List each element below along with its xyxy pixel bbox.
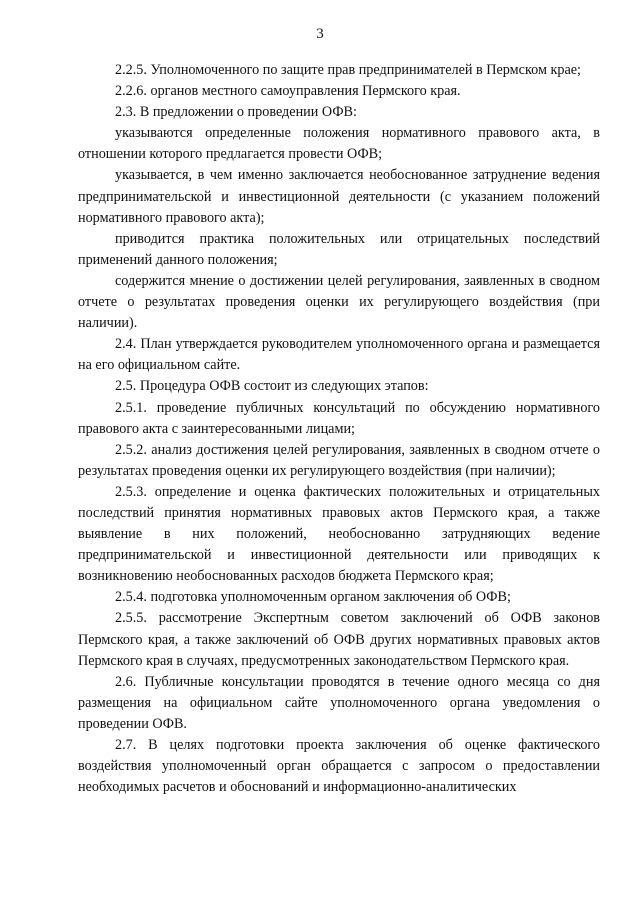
- paragraph-2-5-4: 2.5.4. подготовка уполномоченным органом заключения об ОФВ;: [115, 589, 511, 606]
- paragraph-2-5: 2.5. Процедура ОФВ состоит из следующих этапов:: [115, 378, 429, 395]
- paragraph-2-5-2: 2.5.2. анализ достижения целей регулирования, заявленных в сводном отчете о результатах проведения оценки их регулирующего воздействия (при наличии);: [78, 441, 600, 479]
- paragraph-2-7: 2.7. В целях подготовки проекта заключения об оценке фактического воздействия уполномоченный орган обращается с запросом о предоставлении необходимых расчетов и обоснований и информационно-аналитических: [78, 737, 600, 796]
- paragraph-2-4: 2.4. План утверждается руководителем уполномоченного органа и размещается на его официальном сайте.: [78, 336, 600, 374]
- paragraph-2-3-item-3: приводится практика положительных или отрицательных последствий применений данного положения;: [78, 230, 600, 268]
- paragraph-2-5-5: 2.5.5. рассмотрение Экспертным советом заключений об ОФВ законов Пермского края, а также заключений об ОФВ других нормативных правовых актов Пермского края в случаях, предусмотренных законодательством Пермского края.: [78, 610, 600, 669]
- paragraph-2-2-6: 2.2.6. органов местного самоуправления Пермского края.: [115, 83, 461, 100]
- paragraph-2-2-5: 2.2.5. Уполномоченного по защите прав предпринимателей в Пермском крае;: [115, 62, 581, 78]
- paragraph-2-5-1: 2.5.1. проведение публичных консультаций по обсуждению нормативного правового акта с заинтересованными лицами;: [78, 399, 600, 437]
- page-number: 3: [316, 26, 324, 42]
- paragraph-2-6: 2.6. Публичные консультации проводятся в течение одного месяца со дня размещения на официальном сайте уполномоченного органа уведомления о проведении ОФВ.: [78, 673, 600, 732]
- paragraph-2-3-item-1: указываются определенные положения нормативного правового акта, в отношении которого предлагается провести ОФВ;: [78, 125, 600, 163]
- paragraph-2-3-item-2: указывается, в чем именно заключается необоснованное затруднение ведения предпринимательской и инвестиционной деятельности (с указанием положений нормативного правового акта);: [78, 167, 600, 226]
- document-body: [78, 60, 600, 798]
- paragraph-2-3-item-4: содержится мнение о достижении целей регулирования, заявленных в сводном отчете о результатах проведения оценки их регулирующего воздействия (при наличии).: [78, 272, 600, 332]
- paragraph-2-3: 2.3. В предложении о проведении ОФВ:: [115, 104, 357, 121]
- paragraph-2-5-3: 2.5.3. определение и оценка фактических положительных и отрицательных последствий принятия нормативных правовых актов Пермского края, а также выявление в них положений, необоснованно затрудняющих ведение предпринимательской и инвестиционной деятельности или приводящих к возникновению необоснованных расходов бюджета Пермского края;: [78, 483, 600, 585]
